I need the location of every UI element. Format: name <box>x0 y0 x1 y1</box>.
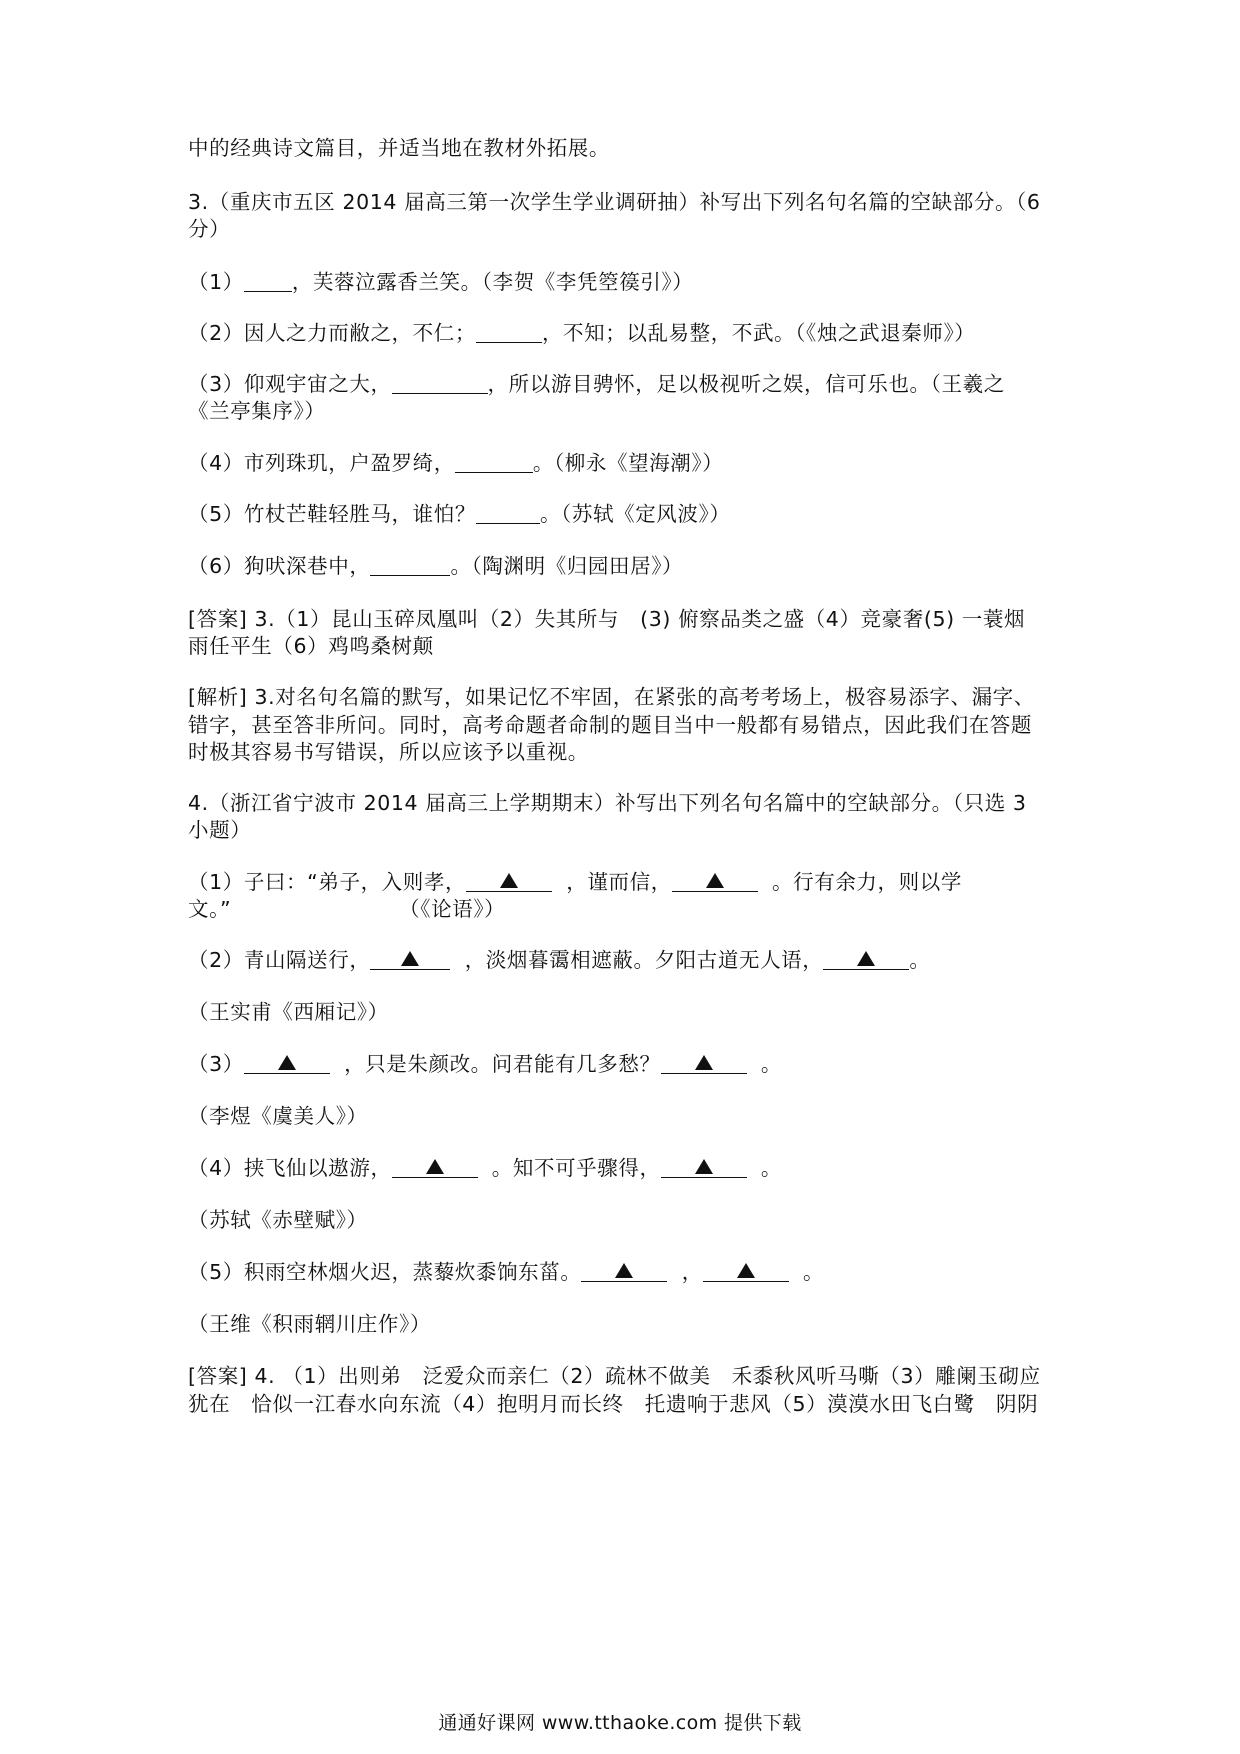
question-3-header: 3.（重庆市五区 2014 届高三第一次学生学业调研抽）补写出下列名句名篇的空缺部分。（6 <box>188 190 1041 214</box>
answer-blank <box>581 1259 667 1282</box>
q3-item-6: （6）狗吠深巷中， 。（陶渊明《归园田居》） <box>188 554 684 578</box>
q3-item-4: （4）市列珠玑，户盈罗绮， 。（柳永《望海潮》） <box>188 451 724 475</box>
triangle-marker-icon <box>426 1159 444 1174</box>
q4-item-2: （2）青山隔送行， ，淡烟暮霭相遮蔽。夕阳古道无人语， 。 <box>188 948 931 972</box>
q4-item-4: （4）挟飞仙以遨游， 。知不可乎骤得， 。 <box>188 1156 782 1180</box>
triangle-marker-icon <box>615 1263 633 1278</box>
analysis-3-cont: 错字，甚至答非所问。同时，高考命题者命制的题目当中一般都有易错点，因此我们在答题 <box>188 713 1032 737</box>
question-4-header-cont: 小题） <box>188 818 252 842</box>
answer-blank <box>370 947 450 970</box>
triangle-marker-icon <box>500 873 518 888</box>
answer-blank <box>455 450 533 473</box>
q3-item-1: （1） ，芙蓉泣露香兰笑。（李贺《李凭箜篌引》） <box>188 270 694 294</box>
answer-blank <box>466 869 552 892</box>
answer-blank <box>703 1259 789 1282</box>
triangle-marker-icon <box>695 1055 713 1070</box>
q3-item-2: （2）因人之力而敝之，不仁； ，不知；以乱易整，不武。（《烛之武退秦师》） <box>188 321 976 345</box>
text-line: 中的经典诗文篇目，并适当地在教材外拓展。 <box>188 136 610 160</box>
q4-item-5-source: （王维《积雨辋川庄作》） <box>188 1312 431 1336</box>
answer-blank <box>672 869 758 892</box>
answer-blank <box>823 947 909 970</box>
answer-blank <box>244 269 292 292</box>
answer-blank <box>370 553 450 576</box>
analysis-3: [解析] 3.对名句名篇的默写，如果记忆不牢固，在紧张的高考考场上，极容易添字、漏字、 <box>188 685 1035 709</box>
page-footer: 通通好课网 www.tthaoke.com 提供下载 <box>438 1712 802 1734</box>
answer-4: [答案] 4. （1）出则弟 泛爱众而亲仁（2）疏林不做美 禾黍秋风听马嘶（3）雕阑玉砌应 <box>188 1364 1041 1388</box>
q4-item-4-source: （苏轼《赤壁赋》） <box>188 1208 368 1232</box>
answer-blank <box>244 1051 330 1074</box>
q3-item-5: （5）竹杖芒鞋轻胜马，谁怕？ 。（苏轼《定风波》） <box>188 502 731 526</box>
answer-blank <box>661 1155 747 1178</box>
question-3-header-cont: 分） <box>188 217 231 241</box>
triangle-marker-icon <box>695 1159 713 1174</box>
triangle-marker-icon <box>737 1263 755 1278</box>
q4-item-1: （1）子曰：“弟子，入则孝， ，谨而信， 。行有余力，则以学 <box>188 870 962 894</box>
answer-blank <box>476 320 542 343</box>
answer-blank <box>661 1051 747 1074</box>
q3-item-3-cont: 《兰亭集序》） <box>188 399 326 423</box>
answer-blank <box>392 371 488 394</box>
triangle-marker-icon <box>706 873 724 888</box>
triangle-marker-icon <box>857 951 875 966</box>
q3-item-3: （3）仰观宇宙之大， ，所以游目骋怀，足以极视听之娱，信可乐也。（王羲之 <box>188 372 1005 396</box>
triangle-marker-icon <box>401 951 419 966</box>
q4-item-1-cont: 文。” （《论语》） <box>188 897 506 921</box>
q4-item-3: （3） ，只是朱颜改。问君能有几多愁？ 。 <box>188 1052 782 1076</box>
analysis-3-cont: 时极其容易书写错误，所以应该予以重视。 <box>188 740 589 764</box>
triangle-marker-icon <box>278 1055 296 1070</box>
answer-blank <box>392 1155 478 1178</box>
q4-item-5: （5）积雨空林烟火迟，蒸藜炊黍饷东菑。 ， 。 <box>188 1260 825 1284</box>
answer-3: [答案] 3.（1）昆山玉碎凤凰叫（2）失其所与 (3) 俯察品类之盛（4）竞豪奢(5) 一蓑烟 <box>188 607 1026 631</box>
answer-3-cont: 雨任平生（6）鸡鸣桑树颠 <box>188 634 434 658</box>
answer-4-cont: 犹在 恰似一江春水向东流（4）抱明月而长终 托遗响于悲风（5）漠漠水田飞白鹭 阴阴 <box>188 1392 1039 1416</box>
question-4-header: 4.（浙江省宁波市 2014 届高三上学期期末）补写出下列名句名篇中的空缺部分。（只选 3 <box>188 791 1027 815</box>
q4-item-3-source: （李煜《虞美人》） <box>188 1104 368 1128</box>
answer-blank <box>476 501 540 524</box>
q4-item-2-source: （王实甫《西厢记》） <box>188 1000 389 1024</box>
